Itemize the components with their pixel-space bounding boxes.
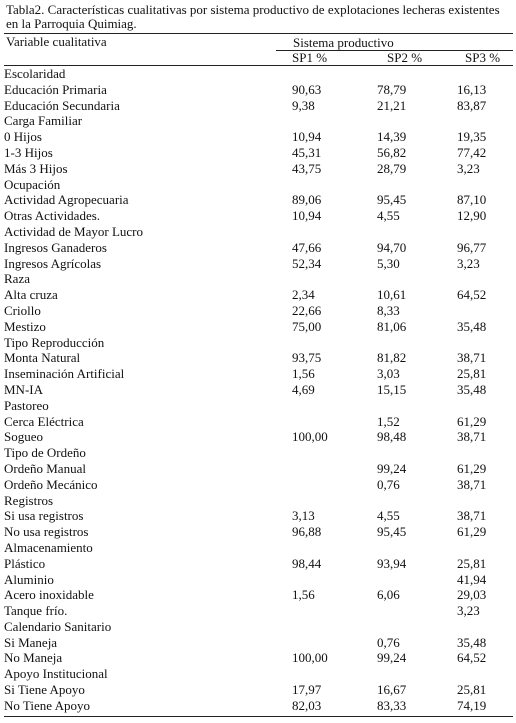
table-row: [4, 66, 513, 82]
table-row: [4, 524, 513, 540]
cell-sp1: 89,06: [292, 192, 322, 208]
cell-sp2: [377, 271, 457, 287]
cell-sp3: 29,03: [457, 587, 487, 603]
cell-sp2: [377, 177, 457, 193]
table-row: [4, 161, 513, 177]
row-label: Ingresos Agrícolas: [4, 255, 102, 271]
cell-sp1: 100,00: [292, 429, 328, 445]
table-caption: Tabla2. Características cualitativas por sistema productivo de explotaciones lecheras existentes en la Parroquia Quimiag.: [6, 2, 500, 31]
table-row: [4, 572, 513, 588]
cell-sp3: 35,48: [457, 634, 487, 650]
table-row: [4, 698, 513, 714]
cell-sp3: 35,48: [457, 381, 487, 397]
cell-sp2: 6,06: [377, 587, 400, 603]
table-row: [4, 603, 513, 619]
row-label: Monta Natural: [4, 350, 81, 366]
table-row: [4, 540, 513, 556]
cell-sp3: 3,23: [457, 160, 480, 176]
cell-sp2: 10,61: [377, 287, 407, 303]
cell-sp1: [292, 540, 377, 556]
row-label: Tipo de Ordeño: [4, 445, 86, 461]
table-row: [4, 335, 513, 351]
cell-sp2: [377, 445, 457, 461]
cell-sp2: 5,30: [377, 255, 400, 271]
cell-sp1: 4,69: [292, 381, 315, 397]
row-label: Si usa registros: [4, 508, 84, 524]
cell-sp1: 2,34: [292, 287, 315, 303]
row-label: Calendario Sanitario: [4, 618, 112, 634]
table-row: [4, 635, 513, 651]
table-row: [4, 398, 513, 414]
cell-sp1: 82,03: [292, 697, 322, 713]
cell-sp2: [377, 113, 457, 129]
table-row: [4, 445, 513, 461]
cell-sp3: [457, 271, 513, 287]
row-label: Sogueo: [4, 429, 43, 445]
table-row: [4, 382, 513, 398]
table-row: [4, 414, 513, 430]
cell-sp2: 14,39: [377, 129, 407, 145]
table-row: [4, 650, 513, 666]
table-row: [4, 477, 513, 493]
header-system: Sistema productivo: [293, 35, 394, 50]
header-sp1: SP1 %: [292, 50, 328, 65]
table-row: [4, 145, 513, 161]
row-label: Aluminio: [4, 571, 54, 587]
row-label: Ocupación: [4, 176, 61, 192]
table-row: [4, 224, 513, 240]
cell-sp1: 96,88: [292, 524, 322, 540]
cell-sp1: 52,34: [292, 255, 322, 271]
cell-sp1: 75,00: [292, 318, 322, 334]
row-label: Escolaridad: [4, 66, 66, 81]
row-label: Tipo Reproducción: [4, 334, 105, 350]
cell-sp2: 93,94: [377, 555, 407, 571]
row-label: Apoyo Institucional: [4, 666, 108, 682]
cell-sp2: [377, 66, 457, 82]
cell-sp2: 4,55: [377, 508, 400, 524]
cell-sp3: 3,23: [457, 255, 480, 271]
cell-sp1: [292, 603, 377, 619]
cell-sp1: [292, 572, 377, 588]
cell-sp3: [457, 445, 513, 461]
header-sp3: SP3 %: [465, 50, 501, 65]
cell-sp3: 61,29: [457, 524, 487, 540]
cell-sp3: 61,29: [457, 460, 487, 476]
cell-sp3: 3,23: [457, 603, 480, 619]
cell-sp1: 100,00: [292, 650, 328, 666]
cell-sp2: 83,33: [377, 697, 407, 713]
cell-sp2: 95,45: [377, 192, 407, 208]
cell-sp2: 95,45: [377, 524, 407, 540]
data-table: [4, 66, 513, 714]
table-row: [4, 129, 513, 145]
cell-sp2: 0,76: [377, 476, 400, 492]
table-row: [4, 82, 513, 98]
row-label: Educación Primaria: [4, 81, 107, 97]
row-label: Cerca Eléctrica: [4, 413, 84, 429]
table-row: [4, 366, 513, 382]
cell-sp3: 83,87: [457, 97, 487, 113]
row-label: Ingresos Ganaderos: [4, 239, 107, 255]
cell-sp2: [377, 493, 457, 509]
cell-sp3: [457, 619, 513, 635]
row-label: Mestizo: [4, 318, 46, 334]
cell-sp1: 98,44: [292, 555, 322, 571]
table-row: [4, 177, 513, 193]
cell-sp1: [292, 177, 377, 193]
cell-sp3: [457, 303, 513, 319]
cell-sp3: 61,29: [457, 413, 487, 429]
cell-sp3: 35,48: [457, 318, 487, 334]
cell-sp1: [292, 398, 377, 414]
cell-sp1: [292, 461, 377, 477]
cell-sp3: 16,13: [457, 81, 487, 97]
cell-sp2: 3,03: [377, 366, 400, 382]
cell-sp1: 43,75: [292, 160, 322, 176]
table-row: [4, 493, 513, 509]
cell-sp2: 94,70: [377, 239, 407, 255]
cell-sp1: [292, 66, 377, 82]
table-row: [4, 508, 513, 524]
cell-sp1: [292, 635, 377, 651]
table-row: [4, 113, 513, 129]
cell-sp2: 78,79: [377, 81, 407, 97]
cell-sp2: 8,33: [377, 302, 400, 318]
row-label: No Tiene Apoyo: [4, 697, 90, 713]
table-row: [4, 587, 513, 603]
table-row: [4, 461, 513, 477]
cell-sp2: [377, 398, 457, 414]
cell-sp3: 74,19: [457, 697, 487, 713]
table-row: [4, 350, 513, 366]
row-label: Registros: [4, 492, 54, 508]
cell-sp1: 9,38: [292, 97, 315, 113]
cell-sp2: [377, 540, 457, 556]
row-label: Si Maneja: [4, 634, 58, 650]
cell-sp3: [457, 335, 513, 351]
row-label: No usa registros: [4, 524, 89, 540]
cell-sp3: 25,81: [457, 366, 487, 382]
table-row: [4, 666, 513, 682]
header-variable: Variable cualitativa: [6, 34, 107, 49]
cell-sp1: [292, 493, 377, 509]
cell-sp2: 81,82: [377, 350, 407, 366]
cell-sp3: 12,90: [457, 208, 487, 224]
cell-sp3: [457, 666, 513, 682]
table-row: [4, 98, 513, 114]
cell-sp3: 38,71: [457, 508, 487, 524]
row-label: Ordeño Manual: [4, 460, 86, 476]
table-row: [4, 303, 513, 319]
row-label: Plástico: [4, 555, 46, 571]
cell-sp1: 10,94: [292, 208, 322, 224]
table-row: [4, 192, 513, 208]
cell-sp2: [377, 224, 457, 240]
row-label: Inseminación Artificial: [4, 366, 125, 382]
cell-sp3: [457, 493, 513, 509]
cell-sp3: 96,77: [457, 239, 487, 255]
cell-sp2: [377, 335, 457, 351]
row-label: Acero inoxidable: [4, 587, 94, 603]
cell-sp2: [377, 666, 457, 682]
cell-sp3: 38,71: [457, 476, 487, 492]
cell-sp2: 99,24: [377, 650, 407, 666]
row-label: Alta cruza: [4, 287, 58, 303]
cell-sp2: 1,52: [377, 413, 400, 429]
cell-sp1: 3,13: [292, 508, 315, 524]
cell-sp2: 15,15: [377, 381, 407, 397]
cell-sp3: 25,81: [457, 682, 487, 698]
row-label: Ordeño Mecánico: [4, 476, 98, 492]
cell-sp1: 17,97: [292, 682, 322, 698]
row-label: MN-IA: [4, 381, 43, 397]
cell-sp2: 81,06: [377, 318, 407, 334]
cell-sp1: 47,66: [292, 239, 322, 255]
row-label: 1-3 Hijos: [4, 144, 53, 160]
cell-sp2: [377, 572, 457, 588]
row-label: Criollo: [4, 302, 41, 318]
cell-sp3: 64,52: [457, 287, 487, 303]
cell-sp3: 87,10: [457, 192, 487, 208]
cell-sp2: [377, 619, 457, 635]
table-row: [4, 240, 513, 256]
cell-sp3: [457, 398, 513, 414]
row-label: Pastoreo: [4, 397, 49, 413]
cell-sp2: 4,55: [377, 208, 400, 224]
bottom-rule: [4, 716, 513, 717]
cell-sp1: 93,75: [292, 350, 322, 366]
table-row: [4, 556, 513, 572]
cell-sp1: [292, 666, 377, 682]
cell-sp3: 64,52: [457, 650, 487, 666]
table-body: [4, 66, 513, 714]
table-row: [4, 619, 513, 635]
row-label: 0 Hijos: [4, 129, 42, 145]
table-row: [4, 682, 513, 698]
cell-sp3: 77,42: [457, 144, 487, 160]
cell-sp2: 28,79: [377, 160, 407, 176]
cell-sp3: [457, 66, 513, 82]
row-label: Otras Actividades.: [4, 208, 101, 224]
cell-sp1: 1,56: [292, 587, 315, 603]
table-row: [4, 287, 513, 303]
row-label: Si Tiene Apoyo: [4, 682, 85, 698]
cell-sp1: 22,66: [292, 302, 322, 318]
cell-sp3: 19,35: [457, 129, 487, 145]
cell-sp2: 0,76: [377, 634, 400, 650]
cell-sp1: [292, 335, 377, 351]
cell-sp2: 98,48: [377, 429, 407, 445]
cell-sp1: 10,94: [292, 129, 322, 145]
cell-sp1: [292, 113, 377, 129]
cell-sp1: 45,31: [292, 144, 322, 160]
cell-sp2: 56,82: [377, 144, 407, 160]
row-label: Carga Familiar: [4, 113, 83, 129]
table-row: [4, 256, 513, 272]
row-label: Actividad Agropecuaria: [4, 192, 129, 208]
cell-sp1: 1,56: [292, 366, 315, 382]
cell-sp3: [457, 540, 513, 556]
row-label: Educación Secundaria: [4, 97, 120, 113]
table-row: [4, 271, 513, 287]
cell-sp3: 25,81: [457, 555, 487, 571]
cell-sp1: [292, 224, 377, 240]
cell-sp1: [292, 445, 377, 461]
table-row: [4, 208, 513, 224]
cell-sp3: [457, 177, 513, 193]
cell-sp1: [292, 619, 377, 635]
row-label: Tanque frío.: [4, 603, 68, 619]
cell-sp1: 90,63: [292, 81, 322, 97]
cell-sp3: 41,94: [457, 571, 487, 587]
cell-sp3: [457, 224, 513, 240]
row-label: Almacenamiento: [4, 539, 93, 555]
row-label: No Maneja: [4, 650, 63, 666]
cell-sp1: [292, 271, 377, 287]
header-sp2: SP2 %: [387, 50, 423, 65]
cell-sp1: [292, 477, 377, 493]
cell-sp2: 99,24: [377, 460, 407, 476]
row-label: Actividad de Mayor Lucro: [4, 223, 143, 239]
cell-sp3: 38,71: [457, 350, 487, 366]
row-label: Raza: [4, 271, 30, 287]
row-label: Más 3 Hijos: [4, 160, 68, 176]
cell-sp3: 38,71: [457, 429, 487, 445]
table-row: [4, 429, 513, 445]
cell-sp2: 16,67: [377, 682, 407, 698]
cell-sp2: 21,21: [377, 97, 407, 113]
cell-sp2: [377, 603, 457, 619]
table-row: [4, 319, 513, 335]
cell-sp3: [457, 113, 513, 129]
cell-sp1: [292, 414, 377, 430]
